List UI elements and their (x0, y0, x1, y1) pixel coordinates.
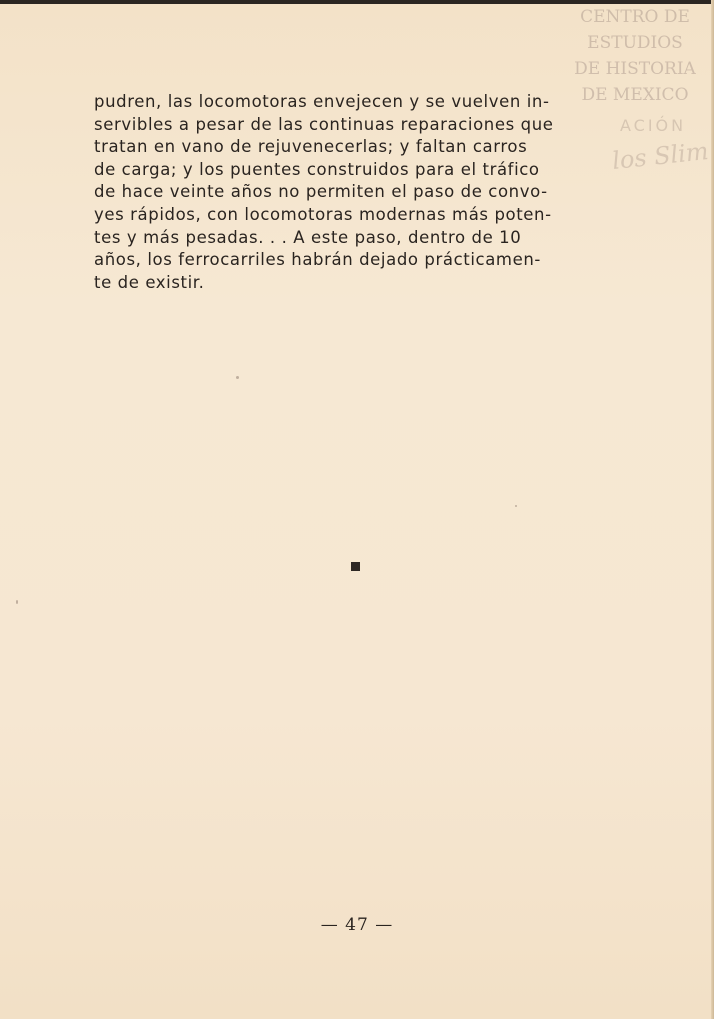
text-line: te de existir. (94, 272, 205, 292)
paper-speck (515, 505, 517, 507)
text-line: de carga; y los puentes construidos para el tráfico (94, 159, 540, 179)
section-end-square-icon (351, 562, 360, 571)
text-line: tes y más pesadas. . . A este paso, dentro de 10 (94, 227, 522, 247)
watermark-line: DE HISTORIA (574, 59, 696, 79)
watermark-line: ESTUDIOS (587, 33, 683, 53)
paper-speck (236, 376, 239, 379)
text-line: de hace veinte años no permiten el paso de convo- (94, 182, 548, 202)
text-line: servibles a pesar de las continuas reparaciones que (94, 114, 554, 134)
text-line: años, los ferrocarriles habrán dejado prácticamen- (94, 250, 541, 270)
text-line: yes rápidos, con locomotoras modernas más poten- (94, 204, 552, 224)
watermark-line: DE MEXICO (581, 85, 689, 105)
watermark-signature: los Slim (610, 137, 710, 175)
text-line: pudren, las locomotoras envejecen y se vuelven in- (94, 92, 550, 111)
watermark-line: CENTRO DE (580, 7, 690, 27)
text-line: tratan en vano de rejuvenecerlas; y faltan carros (94, 137, 528, 157)
page-number: — 47 — (320, 915, 394, 935)
paper-speck (16, 600, 18, 604)
watermark-foundation: ACIÓN (620, 116, 687, 135)
body-paragraph (94, 91, 634, 294)
